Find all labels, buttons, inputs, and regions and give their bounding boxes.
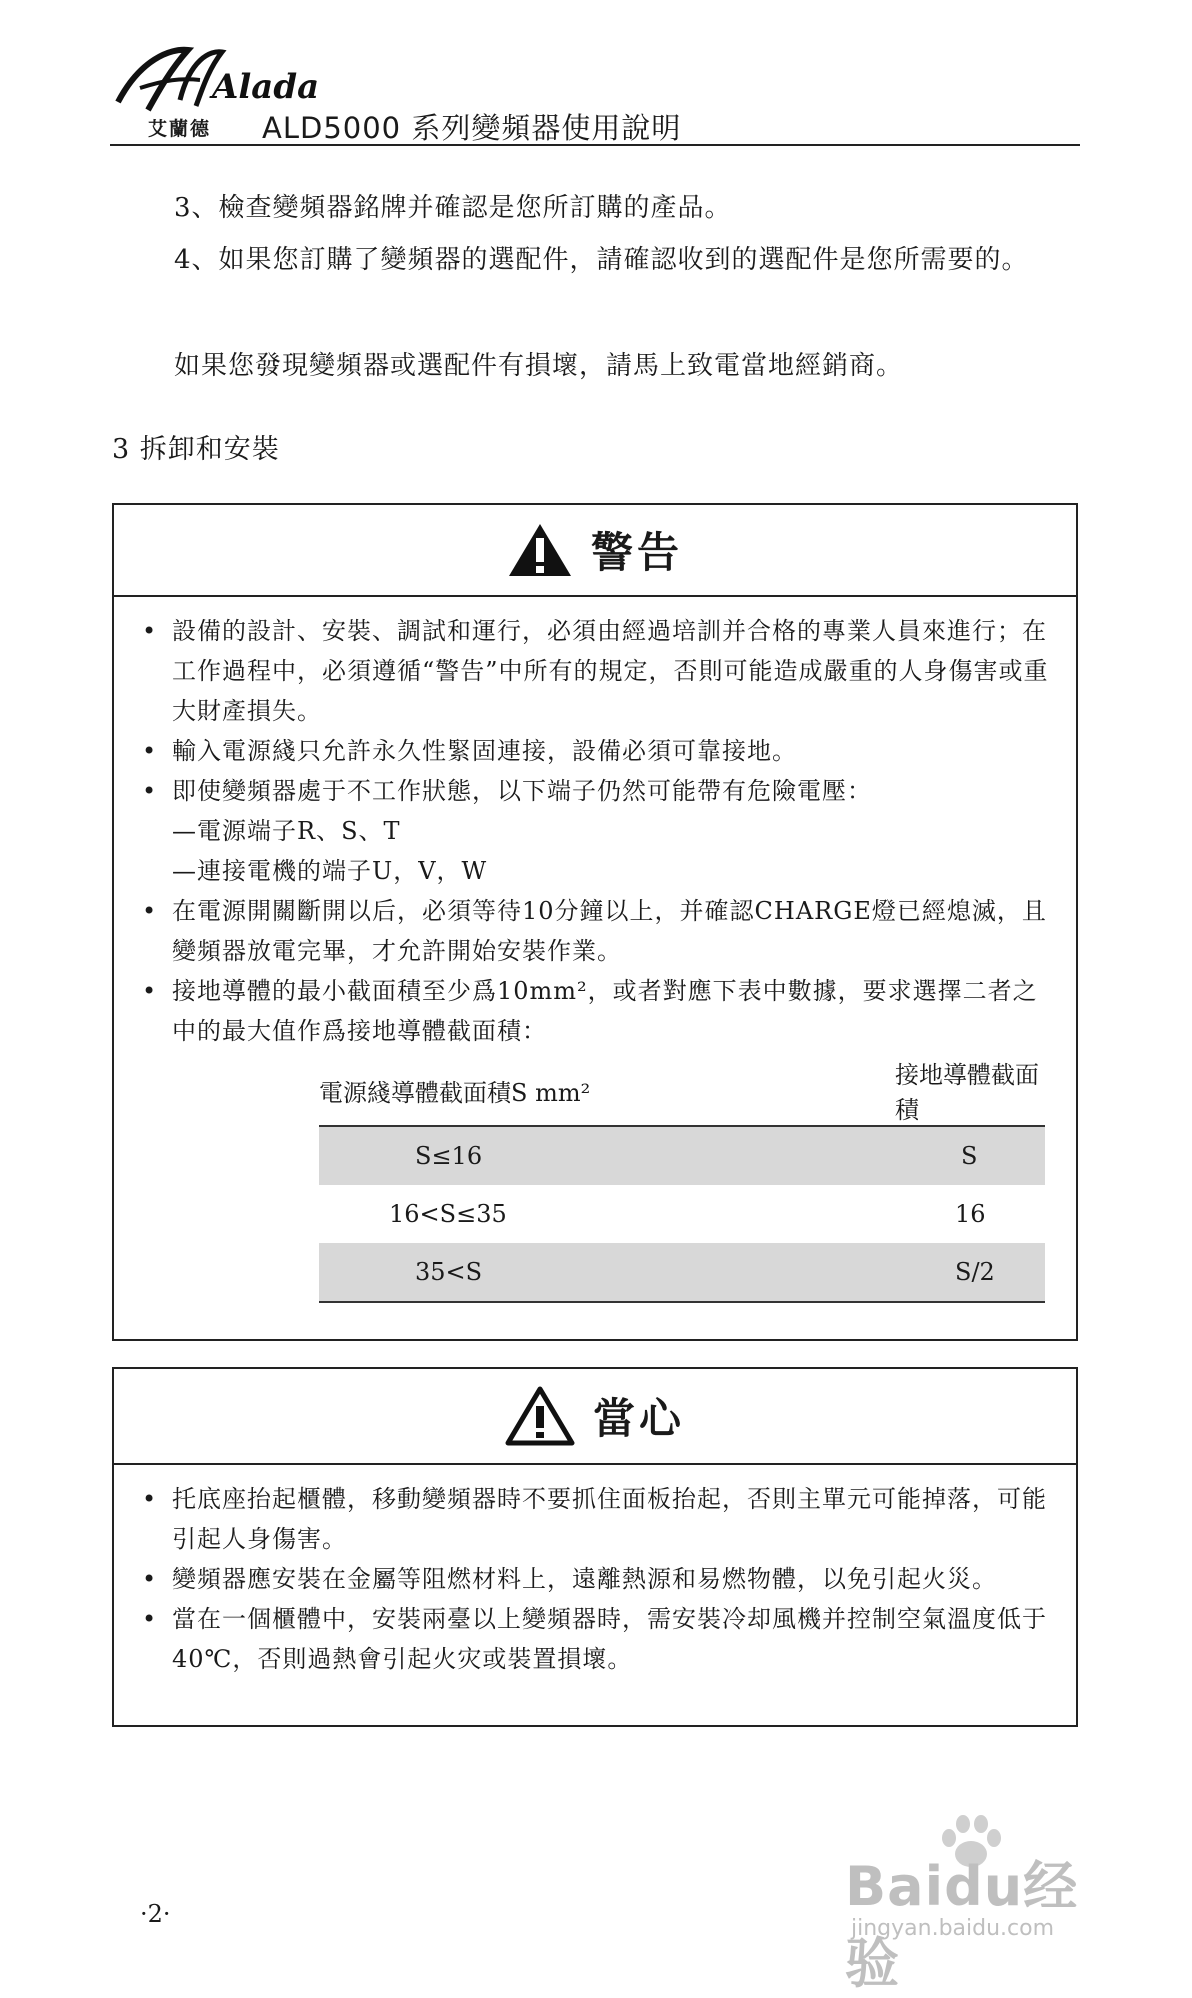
bullet: • — [142, 977, 158, 1005]
bullet: • — [142, 617, 158, 645]
col-header-ground-conductor: 接地導體截面積 — [895, 1055, 1045, 1126]
col-header-power-cable: 電源綫導體截面積S mm² — [319, 1055, 895, 1126]
caution-list — [114, 1465, 1076, 1679]
warning-box — [112, 503, 1078, 1341]
warning-item-text: 接地導體的最小截面積至少爲10mm²，或者對應下表中數據，要求選擇二者之中的最大值作爲接地導體截面積： — [172, 977, 1038, 1045]
caution-item-text: 變頻器應安裝在金屬等阻燃材料上，遠離熱源和易燃物體，以免引起火災。 — [172, 1565, 997, 1593]
document-title: ALD5000 系列變頻器使用說明 — [262, 111, 682, 145]
warning-item-text: 設備的設計、安裝、調試和運行，必須由經過培訓并合格的專業人員來進行；在工作過程中，必須遵循“警告”中所有的規定，否則可能造成嚴重的人身傷害或重大財產損失。 — [172, 617, 1049, 725]
warning-item — [138, 611, 1056, 731]
logo-chinese-name: 艾蘭德 — [148, 118, 212, 140]
warning-list — [114, 597, 1076, 1051]
warning-header — [114, 505, 1076, 597]
ground-conductor-cell: S — [895, 1126, 1045, 1185]
ground-conductor-cell: 16 — [955, 1200, 986, 1228]
caution-triangle-icon — [505, 1386, 575, 1446]
caution-title: 當心 — [592, 1394, 685, 1443]
table-row — [319, 1185, 1045, 1243]
caution-item — [138, 1599, 1056, 1679]
power-terminals-text: —電源端子R、S、T — [172, 817, 401, 845]
table-row — [319, 1126, 1045, 1185]
check-nameplate-text: 3、檢查變頻器銘牌并確認是您所訂購的產品。 — [174, 193, 732, 223]
caution-header — [114, 1369, 1076, 1465]
caution-item — [138, 1479, 1056, 1559]
warning-triangle-icon — [507, 522, 573, 578]
bullet: • — [142, 1565, 158, 1593]
baidu-watermark — [845, 1812, 1125, 1995]
caution-box — [112, 1367, 1078, 1727]
bullet: • — [142, 1605, 158, 1633]
logo-text: Alada — [212, 67, 320, 107]
watermark-text: Baidu经验 — [845, 1855, 1079, 1995]
watermark-url: jingyan.baidu.com — [851, 1916, 1055, 1941]
bullet: • — [142, 1485, 158, 1513]
section-title: 3 拆卸和安裝 — [112, 434, 280, 465]
table-row — [319, 1243, 1045, 1302]
warning-title: 警告 — [590, 528, 683, 577]
bullet: • — [142, 777, 158, 805]
power-cable-cell: 16<S≤35 — [389, 1200, 507, 1228]
warning-item-text: 輸入電源綫只允許永久性緊固連接，設備必須可靠接地。 — [172, 737, 797, 765]
power-cable-cell: S≤16 — [319, 1126, 895, 1185]
warning-item — [138, 891, 1056, 971]
bullet: • — [142, 897, 158, 925]
motor-terminals-text: —連接電機的端子U，V，W — [172, 857, 488, 885]
header-divider — [110, 144, 1080, 146]
page-number: ·2· — [140, 1900, 171, 1928]
warning-item-text: 即使變頻器處于不工作狀態，以下端子仍然可能帶有危險電壓： — [172, 777, 872, 805]
caution-item — [138, 1559, 1056, 1599]
caution-item-text: 托底座抬起櫃體，移動變頻器時不要抓住面板抬起，否則主單元可能掉落，可能引起人身傷害。 — [172, 1485, 1047, 1553]
warning-item — [138, 971, 1056, 1051]
warning-item — [138, 731, 1056, 771]
table-header-row — [319, 1055, 1045, 1126]
page-header — [110, 40, 1080, 148]
grounding-table — [319, 1055, 1045, 1303]
caution-item-text: 當在一個櫃體中，安裝兩臺以上變頻器時，需安裝冷却風機并控制空氣溫度低于40℃，否則過熱會引起火灾或裝置損壞。 — [172, 1605, 1047, 1673]
power-cable-cell: 35<S — [319, 1243, 895, 1302]
bullet: • — [142, 737, 158, 765]
warning-item — [138, 771, 1056, 891]
ground-conductor-cell: S/2 — [895, 1243, 1045, 1302]
check-options-text: 4、如果您訂購了變頻器的選配件，請確認收到的選配件是您所需要的。 — [174, 245, 1029, 275]
damage-notice-text: 如果您發現變頻器或選配件有損壞，請馬上致電當地經銷商。 — [174, 351, 904, 381]
warning-item-text: 在電源開關斷開以后，必須等待10分鐘以上，并確認CHARGE燈已經熄滅，且變頻器放電完畢，才允許開始安裝作業。 — [172, 897, 1047, 965]
